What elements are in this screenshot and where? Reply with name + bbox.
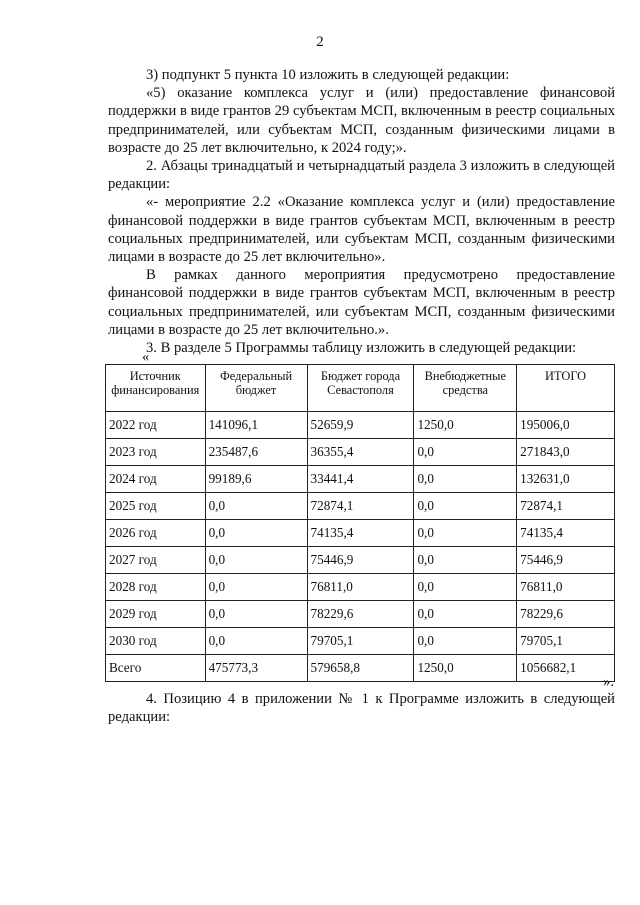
table-cell: 0,0 [205,547,307,574]
table-cell: 74135,4 [307,520,414,547]
table-row [106,547,615,574]
table-cell: 52659,9 [307,412,414,439]
table-cell: 195006,0 [517,412,615,439]
table-cell: 75446,9 [307,547,414,574]
table-cell: 2030 год [106,628,206,655]
column-header: Федеральный бюджет [205,365,307,412]
table-cell: 0,0 [414,520,517,547]
table-row [106,655,615,682]
table-cell: 75446,9 [517,547,615,574]
column-header: Бюджет города Севастополя [307,365,414,412]
paragraph: 4. Позицию 4 в приложении № 1 к Программе изложить в следующей редакции: [108,691,615,726]
body-text-continued [108,690,615,726]
table-row [106,601,615,628]
table-open-quote: « [142,349,150,365]
table-row [106,439,615,466]
table-cell: 74135,4 [517,520,615,547]
table-body [106,412,615,682]
table-cell: 0,0 [205,628,307,655]
table-cell: 0,0 [414,493,517,520]
table-cell: 0,0 [414,439,517,466]
table-cell: 0,0 [414,466,517,493]
table-cell: 0,0 [205,520,307,547]
table-cell: 72874,1 [307,493,414,520]
paragraph: «5) оказание комплекса услуг и (или) предоставление финансовой поддержки в виде грантов 29 субъектам МСП, включенным в реестр социальных предпринимателей, или субъектам МСП, созданным физическими лицами в возрасте до 25 лет включительно, к 2024 году;». [108,85,615,156]
table-cell: 2029 год [106,601,206,628]
table-cell: 76811,0 [517,574,615,601]
table-cell: 141096,1 [205,412,307,439]
table-cell: 271843,0 [517,439,615,466]
table-cell: 132631,0 [517,466,615,493]
column-header: Внебюджетные средства [414,365,517,412]
table-cell: 2027 год [106,547,206,574]
table-cell: 2023 год [106,439,206,466]
table-row [106,493,615,520]
table-cell: 0,0 [205,601,307,628]
table-cell: 79705,1 [517,628,615,655]
financing-table [105,364,615,682]
table-cell: 1250,0 [414,655,517,682]
table-cell: 475773,3 [205,655,307,682]
table-cell: 1056682,1 [517,655,615,682]
table-cell: 99189,6 [205,466,307,493]
table-row [106,574,615,601]
table-row [106,412,615,439]
table-cell: 72874,1 [517,493,615,520]
column-header: Источник финансирования [106,365,206,412]
table-cell: 78229,6 [307,601,414,628]
table-cell: 235487,6 [205,439,307,466]
table-cell: 79705,1 [307,628,414,655]
table-header-row [106,365,615,412]
table-cell: 36355,4 [307,439,414,466]
page-number: 2 [316,34,324,50]
table-row [106,466,615,493]
table-cell: 0,0 [414,601,517,628]
table-close-quote: ». [603,674,614,690]
table-cell: 579658,8 [307,655,414,682]
table-cell: 33441,4 [307,466,414,493]
table-cell: 76811,0 [307,574,414,601]
paragraph: 3) подпункт 5 пункта 10 изложить в следующей редакции: [146,67,510,83]
table-cell: 0,0 [414,628,517,655]
table-cell: 0,0 [205,493,307,520]
table-cell: Всего [106,655,206,682]
table-cell: 2026 год [106,520,206,547]
table-cell: 0,0 [205,574,307,601]
table-cell: 0,0 [414,574,517,601]
table-cell: 1250,0 [414,412,517,439]
table-cell: 2024 год [106,466,206,493]
table-cell: 2025 год [106,493,206,520]
table-cell: 2022 год [106,412,206,439]
paragraph: В рамках данного мероприятия предусмотрено предоставление финансовой поддержки в виде грантов субъектам МСП, включенным в реестр социальных предпринимателей, или субъектам МСП, созданным физическими лицами в возрасте до 25 лет включительно.». [108,267,615,338]
column-header: ИТОГО [517,365,615,412]
table-cell: 0,0 [414,547,517,574]
body-text [108,66,615,357]
paragraph: 2. Абзацы тринадцатый и четырнадцатый раздела 3 изложить в следующей редакции: [108,158,615,193]
table-row [106,628,615,655]
table-cell: 78229,6 [517,601,615,628]
paragraph: 3. В разделе 5 Программы таблицу изложить в следующей редакции: [146,340,577,357]
paragraph: «- мероприятие 2.2 «Оказание комплекса услуг и (или) предоставление финансовой поддержки в виде грантов субъектам МСП, включенным в реестр социальных предпринимателей, или субъектам МСП, созданным физическими лицами в возрасте до 25 лет включительно». [108,194,615,266]
table-cell: 2028 год [106,574,206,601]
table-row [106,520,615,547]
